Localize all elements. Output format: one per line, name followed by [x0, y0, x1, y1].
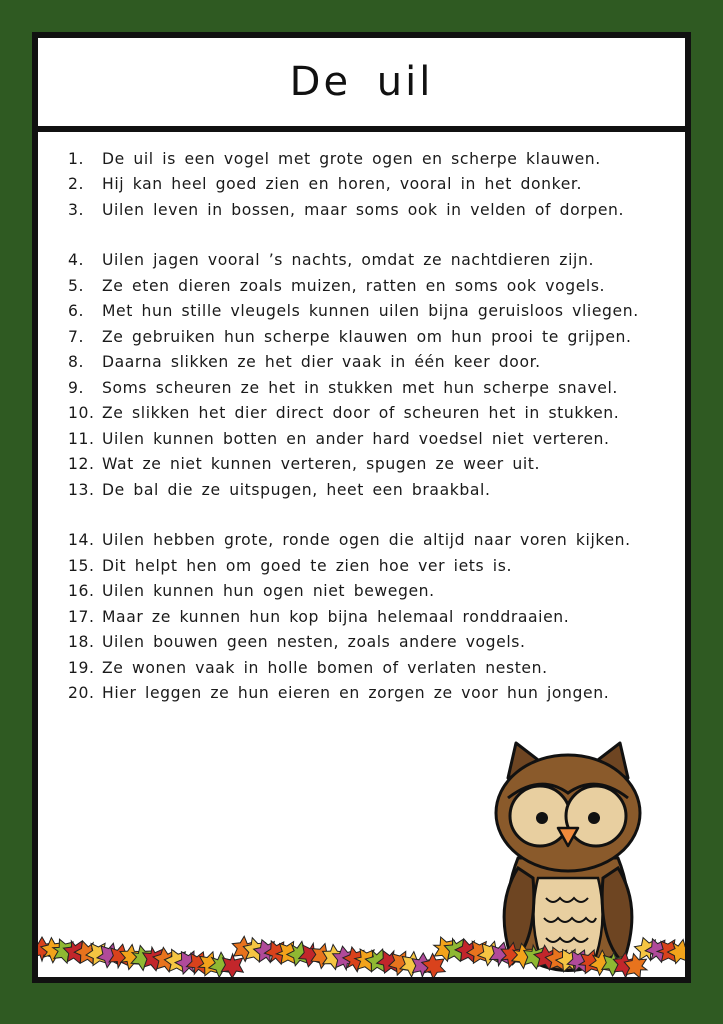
item-text: Hier leggen ze hun eieren en zorgen ze voor hun jongen.: [102, 684, 610, 703]
item-text: Wat ze niet kunnen verteren, spugen ze weer uit.: [102, 455, 541, 474]
list-item: [68, 172, 675, 198]
item-number: 15.: [68, 556, 95, 575]
item-text: Uilen hebben grote, ronde ogen die altijd naar voren kijken.: [102, 531, 631, 550]
item-number: 14.: [68, 531, 95, 550]
list-item: [68, 299, 675, 325]
list-item: [68, 630, 675, 656]
item-text: Daarna slikken ze het dier vaak in één keer door.: [102, 353, 541, 372]
item-text: Uilen kunnen botten en ander hard voedsel niet verteren.: [102, 429, 610, 448]
list-item: [68, 452, 675, 478]
item-text: Met hun stille vleugels kunnen uilen bijna geruisloos vliegen.: [102, 302, 639, 321]
item-text: Uilen jagen vooral ’s nachts, omdat ze nachtdieren zijn.: [102, 251, 595, 270]
item-text: De bal die ze uitspugen, heet een braakbal.: [102, 480, 491, 499]
list-item: [68, 375, 675, 401]
page-title: De uil: [289, 59, 434, 105]
title-bar: [38, 38, 685, 132]
item-number: 16.: [68, 582, 95, 601]
item-number: 4.: [68, 251, 85, 270]
item-number: 12.: [68, 455, 95, 474]
list-item: [68, 401, 675, 427]
sentence-list: [68, 146, 675, 706]
list-item: [68, 681, 675, 707]
list-item: [68, 273, 675, 299]
item-text: Dit helpt hen om goed te zien hoe ver iets is.: [102, 556, 512, 575]
item-number: 3.: [68, 200, 85, 219]
list-item: [68, 553, 675, 579]
list-item: [68, 528, 675, 554]
item-number: 17.: [68, 607, 95, 626]
item-text: Ze wonen vaak in holle bomen of verlaten nesten.: [102, 658, 548, 677]
list-item: [68, 324, 675, 350]
item-text: Hij kan heel goed zien en horen, vooral in het donker.: [102, 175, 583, 194]
item-text: Soms scheuren ze het in stukken met hun scherpe snavel.: [102, 378, 618, 397]
item-text: Uilen leven in bossen, maar soms ook in velden of dorpen.: [102, 200, 625, 219]
item-text: Ze gebruiken hun scherpe klauwen om hun prooi te grijpen.: [102, 327, 632, 346]
list-item: [68, 604, 675, 630]
worksheet: [32, 32, 691, 983]
item-number: 1.: [68, 149, 85, 168]
item-number: 13.: [68, 480, 95, 499]
item-number: 19.: [68, 658, 95, 677]
list-item: [68, 248, 675, 274]
list-item: [68, 477, 675, 503]
item-text: Maar ze kunnen hun kop bijna helemaal ronddraaien.: [102, 607, 570, 626]
list-item: [68, 426, 675, 452]
item-number: 20.: [68, 684, 95, 703]
item-number: 18.: [68, 633, 95, 652]
item-text: De uil is een vogel met grote ogen en scherpe klauwen.: [102, 149, 601, 168]
item-number: 2.: [68, 175, 85, 194]
item-number: 8.: [68, 353, 85, 372]
item-number: 5.: [68, 276, 85, 295]
item-text: Uilen kunnen hun ogen niet bewegen.: [102, 582, 435, 601]
item-text: Ze eten dieren zoals muizen, ratten en soms ook vogels.: [102, 276, 606, 295]
item-text: Ze slikken het dier direct door of scheuren het in stukken.: [102, 404, 620, 423]
list-item: [68, 350, 675, 376]
autumn-leaves-border: [38, 927, 685, 977]
item-number: 6.: [68, 302, 85, 321]
item-number: 11.: [68, 429, 95, 448]
item-number: 9.: [68, 378, 85, 397]
item-number: 7.: [68, 327, 85, 346]
list-item: [68, 197, 675, 223]
list-item: [68, 579, 675, 605]
list-item: [68, 655, 675, 681]
item-number: 10.: [68, 404, 95, 423]
item-text: Uilen bouwen geen nesten, zoals andere vogels.: [102, 633, 526, 652]
list-item: [68, 146, 675, 172]
